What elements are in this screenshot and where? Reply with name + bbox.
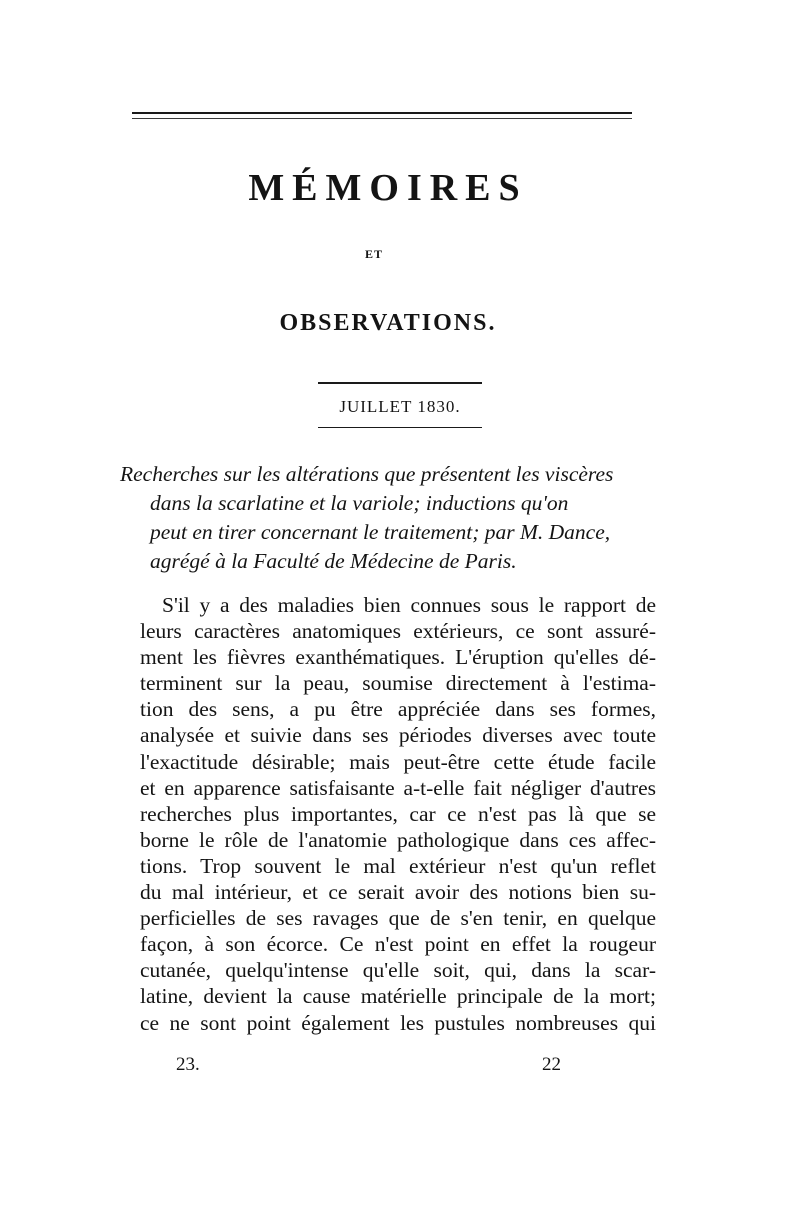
article-heading-line: Recherches sur les altérations que présentent les viscères xyxy=(120,462,614,486)
title-conjunction: ET xyxy=(364,247,383,261)
header-rule-thin xyxy=(132,118,632,119)
section-subtitle: OBSERVATIONS. xyxy=(279,310,497,336)
body-line: l'exactitude désirable; mais peut-être cette étude facile xyxy=(140,749,656,774)
header-rule xyxy=(132,112,632,114)
body-line: et en apparence satisfaisante a-t-elle fait négliger d'autres xyxy=(140,775,656,800)
date-rule-bottom xyxy=(318,427,482,428)
body-line: tions. Trop souvent le mal extérieur n'est qu'un reflet xyxy=(140,853,656,878)
signature-mark: 22 xyxy=(542,1054,561,1075)
body-line: borne le rôle de l'anatomie pathologique dans ces affec- xyxy=(140,827,656,852)
body-line: du mal intérieur, et ce serait avoir des notions bien su- xyxy=(140,880,656,905)
body-line: leurs caractères anatomiques extérieurs, ce sont assuré- xyxy=(140,619,656,644)
body-line: façon, à son écorce. Ce n'est point en effet la rougeur xyxy=(140,932,656,957)
article-heading-line: dans la scarlatine et la variole; inductions qu'on xyxy=(150,491,569,515)
body-line: tion des sens, a pu être appréciée dans ses formes, xyxy=(140,697,656,722)
body-line: S'il y a des maladies bien connues sous le rapport de xyxy=(162,593,656,617)
date-rule-top xyxy=(318,382,482,384)
body-line: perficielles de ses ravages que de s'en tenir, en quelque xyxy=(140,906,656,931)
issue-date: JUILLET 1830. xyxy=(339,397,461,416)
body-line: ce ne sont point également les pustules nombreuses qui xyxy=(140,1010,656,1035)
article-body xyxy=(140,592,656,1036)
volume-number: 23. xyxy=(176,1054,200,1075)
body-line: terminent sur la peau, soumise directement à l'estima- xyxy=(140,671,656,696)
article-heading xyxy=(120,460,660,576)
section-title: MÉMOIRES xyxy=(248,167,528,209)
body-line: latine, devient la cause matérielle principale de la mort; xyxy=(140,984,656,1009)
article-heading-line: peut en tirer concernant le traitement; par M. Dance, xyxy=(150,520,611,544)
body-line: cutanée, quelqu'intense qu'elle soit, qui, dans la scar- xyxy=(140,958,656,983)
body-line: recherches plus importantes, car ce n'est pas là que se xyxy=(140,801,656,826)
article-heading-line: agrégé à la Faculté de Médecine de Paris. xyxy=(150,549,517,573)
body-line: ment les fièvres exanthématiques. L'éruption qu'elles dé- xyxy=(140,645,656,670)
body-line: analysée et suivie dans ses périodes diverses avec toute xyxy=(140,723,656,748)
